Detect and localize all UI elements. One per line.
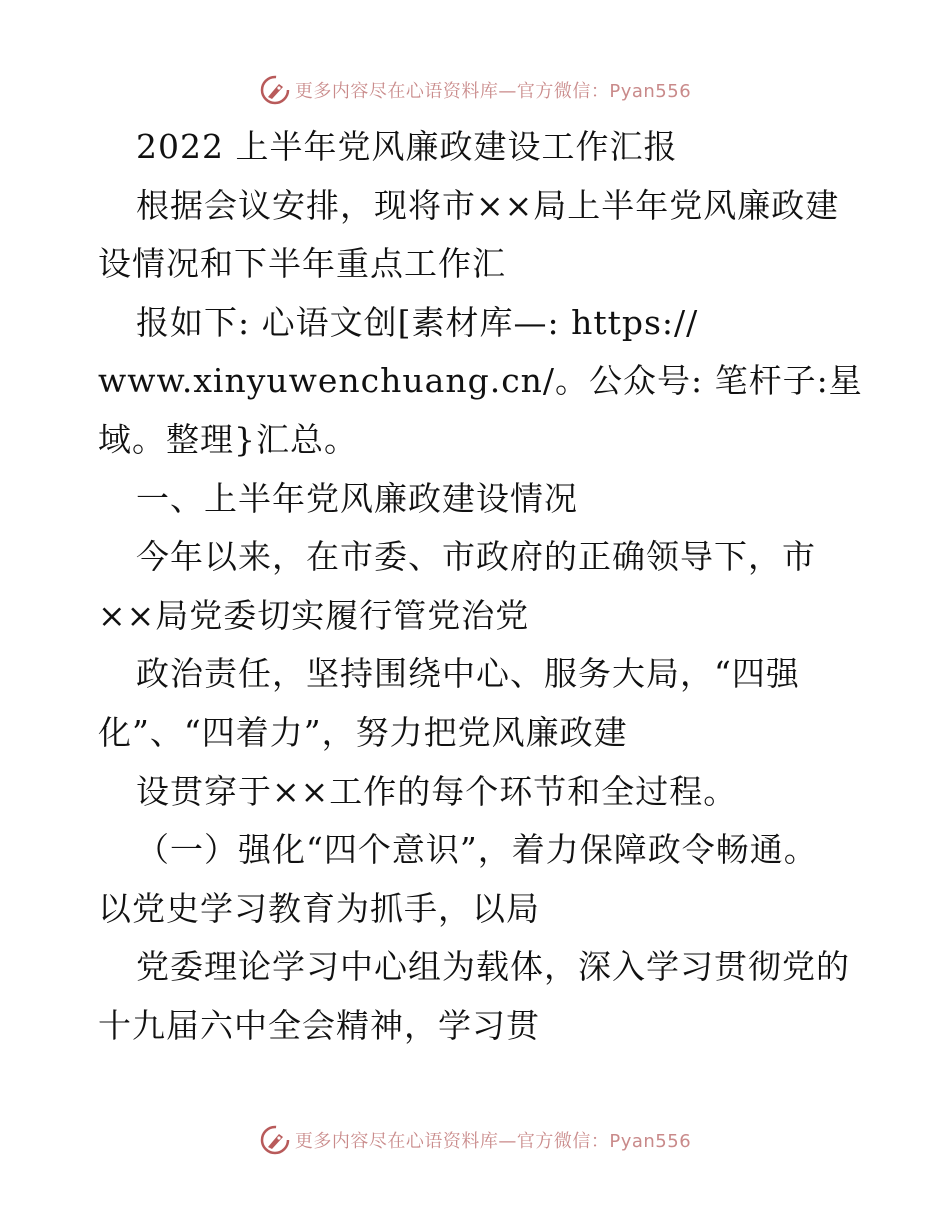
document-line: ××局党委切实履行管党治党 (98, 595, 530, 635)
document-line: 报如下: 心语文创[素材库—: https:// (136, 302, 699, 342)
document-line: 十九届六中全会精神，学习贯 (98, 1005, 540, 1045)
document-line: 根据会议安排，现将市××局上半年党风廉政建 (136, 185, 840, 225)
document-line: 政治责任，坚持围绕中心、服务大局，“四强 (136, 654, 800, 694)
document-line: 今年以来，在市委、市政府的正确领导下，市 (136, 537, 816, 577)
pen-nib-circle-logo-icon (259, 74, 291, 106)
document-line: 一、上半年党风廉政建设情况 (136, 478, 578, 518)
banner-text: 更多内容尽在心语资料库—官方微信：Pyan556 (294, 1131, 692, 1152)
footer-banner (0, 1120, 950, 1160)
document-body (98, 118, 868, 1056)
document-line: 以党史学习教育为抓手，以局 (98, 888, 540, 928)
document-line: （一）强化“四个意识”，着力保障政令畅通。 (136, 830, 818, 870)
document-line: 化”、“四着力”，努力把党风廉政建 (98, 712, 628, 752)
pen-nib-circle-logo-icon (259, 1124, 291, 1156)
document-line: 2022 上半年党风廉政建设工作汇报 (136, 127, 678, 166)
banner-text: 更多内容尽在心语资料库—官方微信：Pyan556 (294, 81, 692, 102)
document-line: www.xinyuwenchuang.cn/。公众号: 笔杆子:星 (98, 361, 863, 401)
header-banner (0, 70, 950, 110)
document-line: 党委理论学习中心组为载体，深入学习贯彻党的 (136, 947, 850, 987)
document-line: 设贯穿于××工作的每个环节和全过程。 (136, 771, 738, 811)
document-line: 设情况和下半年重点工作汇 (98, 244, 506, 284)
document-line: 域。整理}汇总。 (98, 419, 358, 459)
